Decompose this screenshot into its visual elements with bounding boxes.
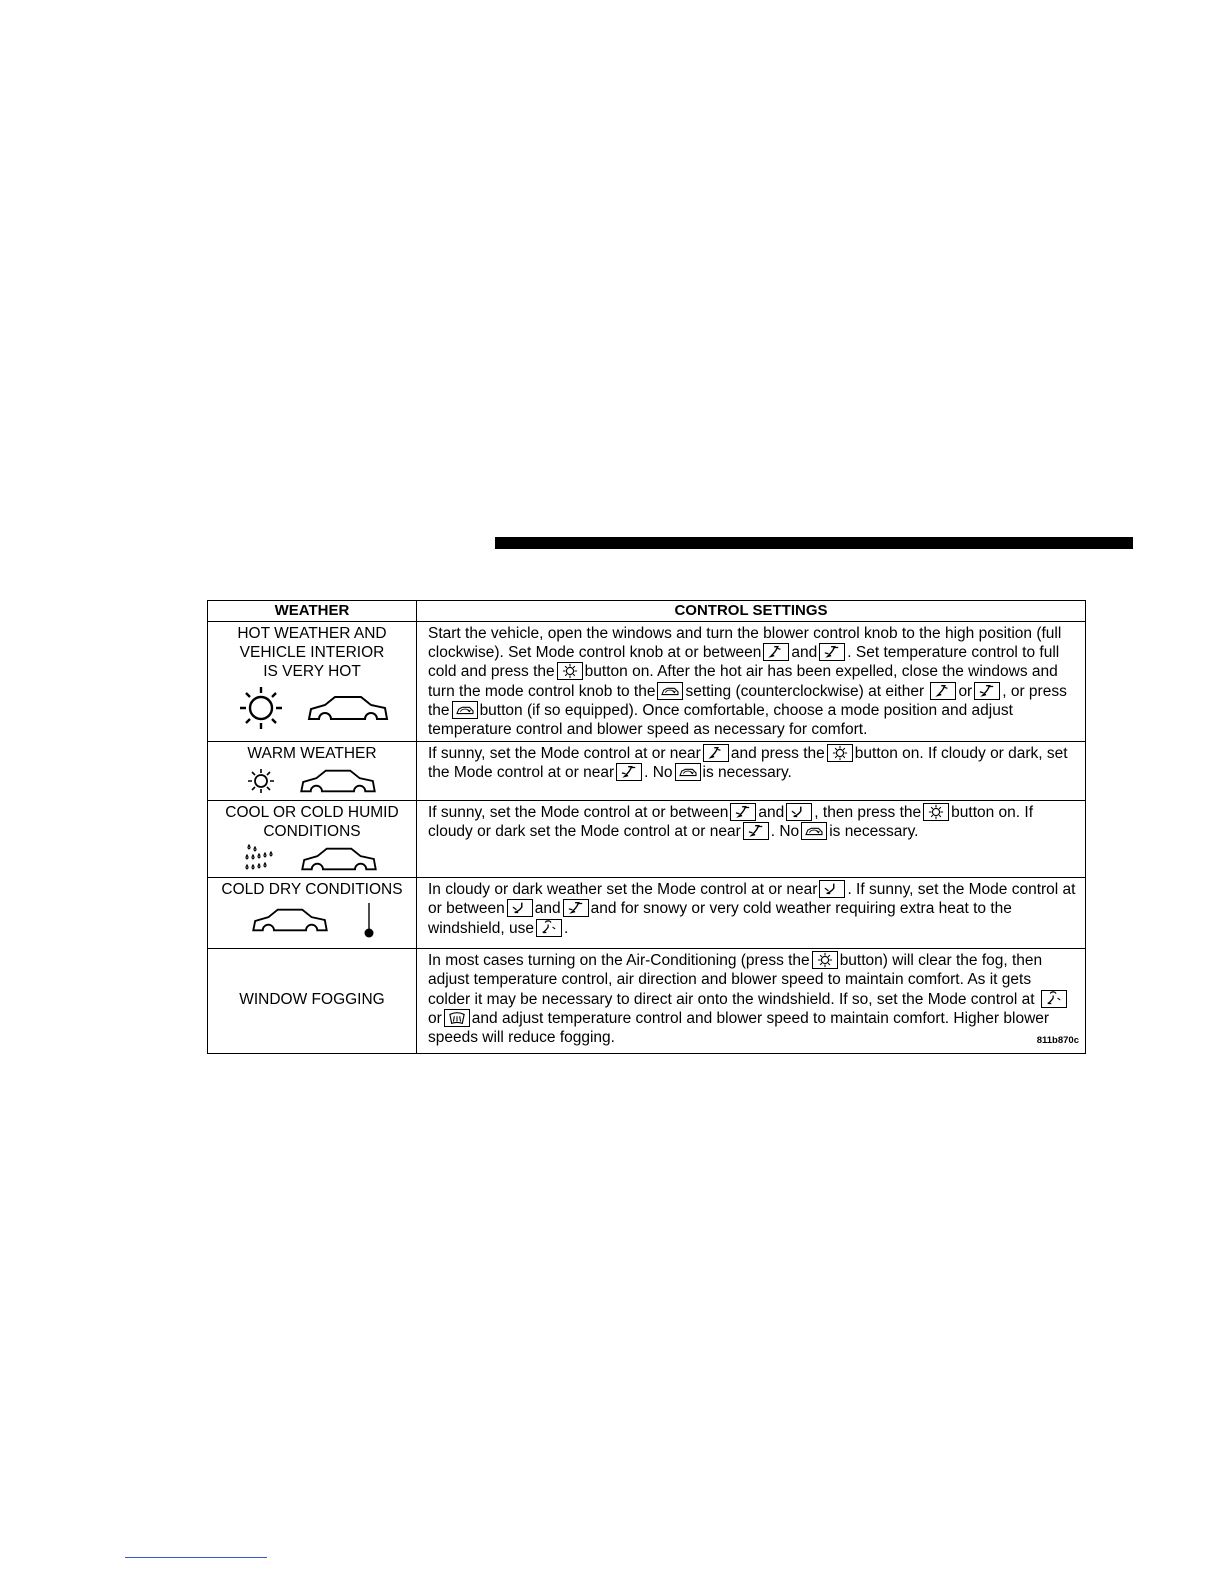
defrost-mode-icon xyxy=(444,1009,470,1027)
figure-reference-code: 811b870c xyxy=(1036,1035,1079,1047)
table-header-row xyxy=(208,601,1086,622)
control-settings-cell xyxy=(417,949,1086,1054)
recirculation-icon xyxy=(675,763,701,781)
car-icon xyxy=(306,691,390,725)
settings-text: or xyxy=(428,1009,442,1027)
ac-icon xyxy=(827,744,853,762)
climate-control-table xyxy=(207,600,1086,1054)
floor-mode-icon xyxy=(507,899,533,917)
table-row xyxy=(208,742,1086,801)
settings-text: button on. If cloudy or dark set the Mode control at or near xyxy=(428,804,1034,841)
settings-text: and press the xyxy=(730,745,825,763)
weather-label: WARM WEATHER xyxy=(247,745,377,763)
thermometer-icon xyxy=(362,901,376,939)
small-sun-icon xyxy=(244,767,278,795)
settings-text: and for snowy or very cold weather requiring extra heat to the windshield, use xyxy=(428,900,1012,937)
settings-text: and adjust temperature control and blower speed to maintain comfort. Higher blower speeds will reduce fogging. xyxy=(428,1009,1050,1047)
settings-text: and xyxy=(758,804,785,822)
settings-text: Start the vehicle, open the windows and turn the blower control knob to the high position (full clockwise). Set Mode control knob at or between xyxy=(428,625,1062,662)
settings-text: . No xyxy=(644,764,673,782)
column-header-weather: WEATHER xyxy=(208,601,417,622)
table-row xyxy=(208,622,1086,742)
panel-mode-icon xyxy=(703,744,729,762)
settings-text: or xyxy=(958,682,973,700)
ac-icon xyxy=(557,662,583,680)
settings-text: button (if so equipped). Once comfortable, choose a mode position and adjust temperature control and blower speed as necessary for comfort. xyxy=(428,701,1013,739)
settings-text: . No xyxy=(770,823,800,841)
control-settings-cell xyxy=(417,622,1086,742)
table-row xyxy=(208,949,1086,1054)
settings-text: and xyxy=(534,900,561,918)
bilevel-mode-icon xyxy=(743,822,769,840)
bilevel-mode-icon xyxy=(616,763,642,781)
recirculation-icon xyxy=(452,701,478,719)
mix-mode-icon xyxy=(1041,990,1067,1008)
car-icon xyxy=(296,765,380,797)
bilevel-mode-icon xyxy=(819,643,845,661)
settings-text: . Set temperature control to full cold and press the xyxy=(428,644,1060,681)
ac-icon xyxy=(812,951,838,969)
ac-icon xyxy=(923,803,949,821)
settings-text: In most cases turning on the Air-Conditioning (press the xyxy=(428,952,810,970)
settings-text: button) will clear the fog, then adjust temperature control, air direction and blower speed to maintain comfort. As it gets colder it may be necessary to direct air onto the windshield. If so, set the Mode control at xyxy=(428,952,1043,1008)
floor-mode-icon xyxy=(786,803,812,821)
column-header-control-settings: CONTROL SETTINGS xyxy=(417,601,1086,622)
weather-cell xyxy=(208,622,417,742)
control-settings-cell xyxy=(417,878,1086,949)
control-settings-cell xyxy=(417,742,1086,801)
control-settings-cell xyxy=(417,801,1086,878)
section-divider-bar xyxy=(495,537,1133,549)
weather-label: COLD DRY CONDITIONS xyxy=(221,881,403,899)
settings-text: and xyxy=(791,644,818,662)
mix-mode-icon xyxy=(536,919,562,937)
settings-text: . xyxy=(563,919,569,937)
car-icon xyxy=(248,904,332,936)
settings-text: is necessary. xyxy=(829,823,919,841)
settings-text: , or press the xyxy=(428,682,1067,719)
settings-text: button on. After the hot air has been expelled, close the windows and turn the mode control knob to the xyxy=(428,663,1058,700)
bilevel-mode-icon xyxy=(730,803,756,821)
sun-icon xyxy=(234,685,288,731)
weather-label: WINDOW FOGGING xyxy=(239,990,385,1008)
weather-label: HOT WEATHER AND VEHICLE INTERIOR IS VERY HOT xyxy=(237,625,387,680)
weather-cell xyxy=(208,949,417,1054)
table-row xyxy=(208,878,1086,949)
raindrops-icon xyxy=(243,843,279,875)
weather-cell xyxy=(208,742,417,801)
table-row xyxy=(208,801,1086,878)
settings-text: In cloudy or dark weather set the Mode control at or near xyxy=(428,881,818,899)
settings-text: . If sunny, set the Mode control at or between xyxy=(428,881,1076,918)
bilevel-mode-icon xyxy=(563,899,589,917)
recirculation-icon xyxy=(801,822,827,840)
weather-cell xyxy=(208,878,417,949)
settings-text: If sunny, set the Mode control at or between xyxy=(428,804,729,822)
panel-mode-icon xyxy=(930,682,956,700)
settings-text: If sunny, set the Mode control at or near xyxy=(428,745,701,763)
weather-label: COOL OR COLD HUMID CONDITIONS xyxy=(225,804,399,841)
settings-text: button on. If cloudy or dark, set the Mode control at or near xyxy=(428,745,1068,782)
settings-text: , then press the xyxy=(814,804,922,822)
settings-text: setting (counterclockwise) at either xyxy=(685,682,925,700)
bilevel-mode-icon xyxy=(974,682,1000,700)
settings-text: is necessary. xyxy=(702,764,792,782)
floor-mode-icon xyxy=(819,880,845,898)
car-icon xyxy=(297,843,381,875)
weather-cell xyxy=(208,801,417,878)
page-footer-line xyxy=(125,1557,267,1558)
recirculation-icon xyxy=(657,682,683,700)
panel-mode-icon xyxy=(763,643,789,661)
